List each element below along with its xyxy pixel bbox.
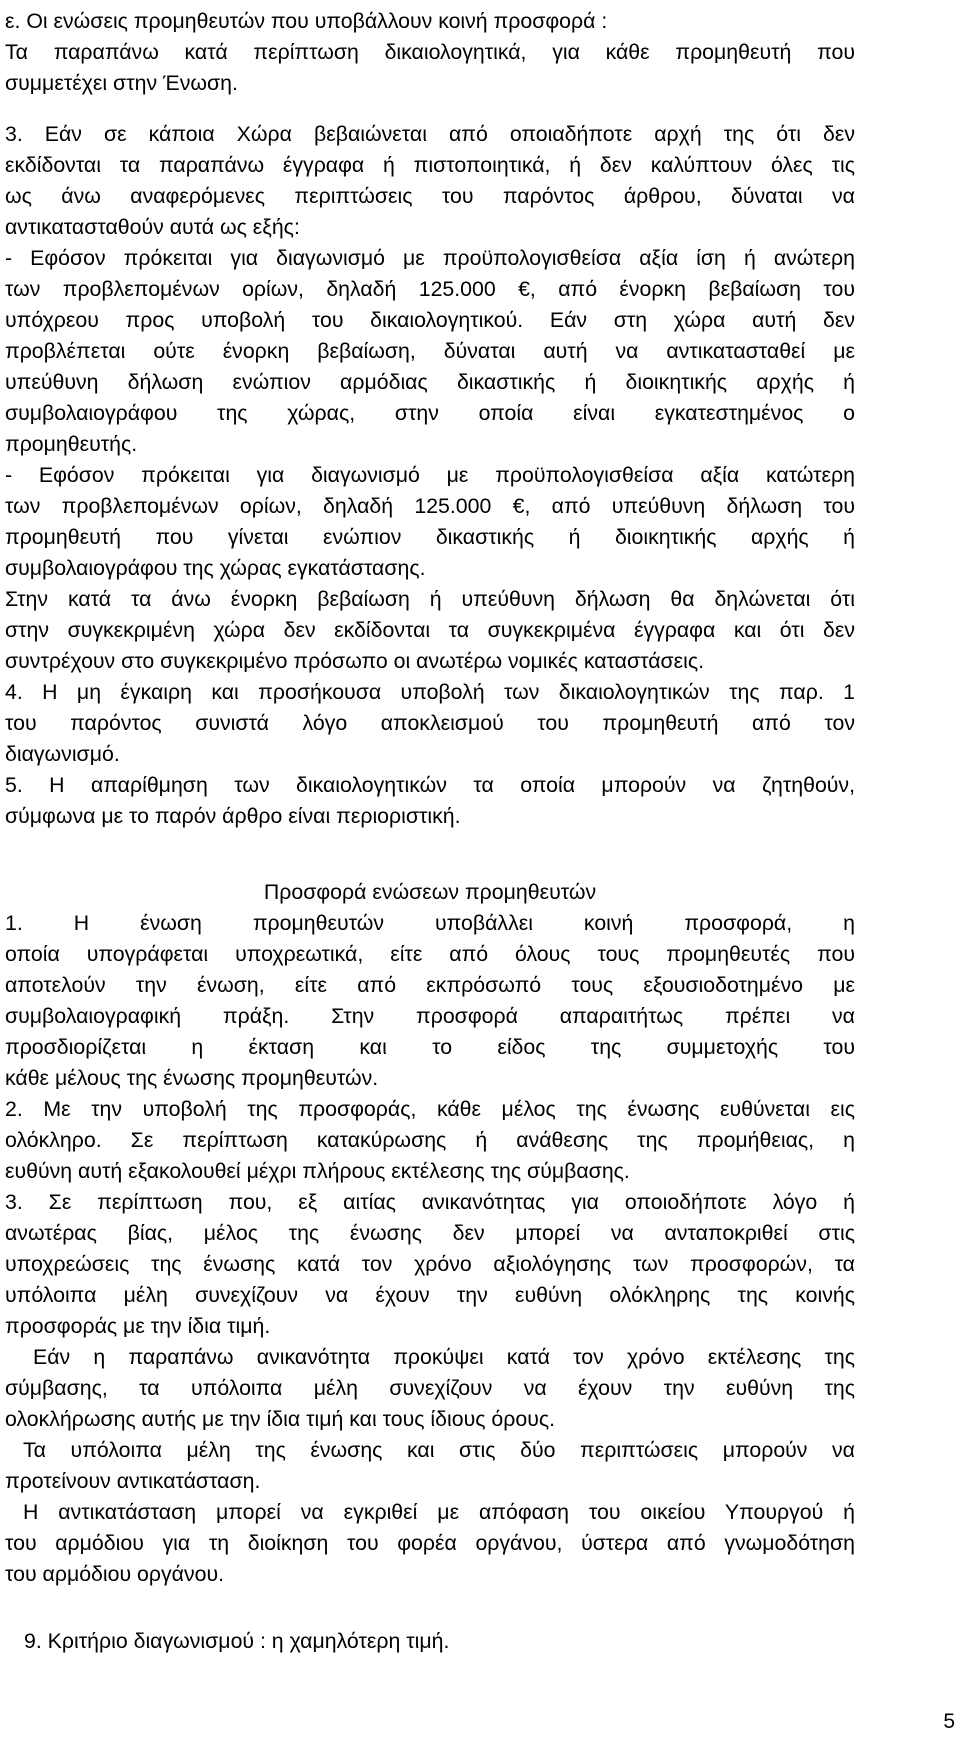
text-line: 9. Κριτήριο διαγωνισμού : η χαμηλότερη τιμή. xyxy=(24,1629,450,1653)
text-line: προσφοράς με την ίδια τιμή. xyxy=(5,1314,271,1338)
text-line: συντρέχουν στο συγκεκριμένο πρόσωπο οι ανωτέρω νομικές καταστάσεις. xyxy=(5,649,705,673)
text-line: διαγωνισμό. xyxy=(5,742,120,766)
text-line: σύμβασης, τα υπόλοιπα μέλη συνεχίζουν να έχουν την ευθύνη της xyxy=(5,1376,855,1400)
text-line: προβλέπεται ούτε ένορκη βεβαίωση, δύναται αυτή να αντικατασταθεί με xyxy=(5,339,855,363)
text-line: προμηθευτής. xyxy=(5,432,138,456)
text-line: οποία υπογράφεται υποχρεωτικά, είτε από όλους τους προμηθευτές που xyxy=(5,942,855,966)
text-line: υπεύθυνη δήλωση ενώπιον αρμόδιας δικαστικής ή διοικητικής αρχής ή xyxy=(5,370,855,394)
text-line: 2. Με την υποβολή της προσφοράς, κάθε μέλος της ένωσης ευθύνεται εις xyxy=(5,1097,855,1121)
page-number: 5 xyxy=(943,1710,955,1733)
text-line: στην συγκεκριμένη χώρα δεν εκδίδονται τα συγκεκριμένα έγγραφα και ότι δεν xyxy=(5,618,855,642)
text-line: Εάν η παραπάνω ανικανότητα προκύψει κατά τον χρόνο εκτέλεσης της xyxy=(33,1345,855,1369)
text-line: εκδίδονται τα παραπάνω έγγραφα ή πιστοποιητικά, ή δεν καλύπτουν όλες τις xyxy=(5,153,855,177)
text-line: ε. Οι ενώσεις προμηθευτών που υποβάλλουν κοινή προσφορά : xyxy=(5,9,608,33)
text-line: 5. Η απαρίθμηση των δικαιολογητικών τα οποία μπορούν να ζητηθούν, xyxy=(5,773,855,797)
text-line: Τα υπόλοιπα μέλη της ένωσης και στις δύο περιπτώσεις μπορούν να xyxy=(23,1438,855,1462)
text-line: σύμφωνα με το παρόν άρθρο είναι περιοριστική. xyxy=(5,804,461,828)
text-line: συμβολαιογράφου της χώρας, στην οποία είναι εγκατεστημένος ο xyxy=(5,401,855,425)
text-line: Στην κατά τα άνω ένορκη βεβαίωση ή υπεύθυνη δήλωση θα δηλώνεται ότι xyxy=(5,587,855,611)
text-line: προτείνουν αντικατάσταση. xyxy=(5,1469,261,1493)
text-line: των προβλεπομένων ορίων, δηλαδή 125.000 €, από ένορκη βεβαίωση του xyxy=(5,277,855,301)
text-line: αντικατασταθούν αυτά ως εξής: xyxy=(5,215,300,239)
text-line: προσδιορίζεται η έκταση και το είδος της συμμετοχής του xyxy=(5,1035,855,1059)
text-line: 4. Η μη έγκαιρη και προσήκουσα υποβολή των δικαιολογητικών της παρ. 1 xyxy=(5,680,855,704)
text-line: 3. Σε περίπτωση που, εξ αιτίας ανικανότητας για οποιοδήποτε λόγο ή xyxy=(5,1190,855,1214)
text-line: 3. Εάν σε κάποια Χώρα βεβαιώνεται από οποιαδήποτε αρχή της ότι δεν xyxy=(5,122,855,146)
text-line: ως άνω αναφερόμενες περιπτώσεις του παρόντος άρθρου, δύναται να xyxy=(5,184,855,208)
text-line: κάθε μέλους της ένωσης προμηθευτών. xyxy=(5,1066,379,1090)
text-line: ευθύνη αυτή εξακολουθεί μέχρι πλήρους εκτέλεσης της σύμβασης. xyxy=(5,1159,630,1183)
text-line: προμηθευτή που γίνεται ενώπιον δικαστικής ή διοικητικής αρχής ή xyxy=(5,525,855,549)
text-line: ολοκλήρωσης αυτής με την ίδια τιμή και τους ίδιους όρους. xyxy=(5,1407,556,1431)
text-line: Η αντικατάσταση μπορεί να εγκριθεί με απόφαση του οικείου Υπουργού ή xyxy=(23,1500,855,1524)
text-line: συμβολαιογράφου της χώρας εγκατάστασης. xyxy=(5,556,426,580)
text-line: ολόκληρο. Σε περίπτωση κατακύρωσης ή ανάθεσης της προμήθειας, η xyxy=(5,1128,855,1152)
section-heading: Προσφορά ενώσεων προμηθευτών xyxy=(263,880,597,904)
text-line: του αρμόδιου για τη διοίκηση του φορέα οργάνου, ύστερα από γνωμοδότηση xyxy=(5,1531,855,1555)
text-line: συμμετέχει στην Ένωση. xyxy=(5,71,238,95)
text-line: συμβολαιογραφική πράξη. Στην προσφορά απαραιτήτως πρέπει να xyxy=(5,1004,855,1028)
text-line: υπόχρεου προς υποβολή του δικαιολογητικού. Εάν στη χώρα αυτή δεν xyxy=(5,308,855,332)
text-line: ανωτέρας βίας, μέλος της ένωσης δεν μπορεί να ανταποκριθεί στις xyxy=(5,1221,855,1245)
text-line: του παρόντος συνιστά λόγο αποκλεισμού του προμηθευτή από τον xyxy=(5,711,855,735)
text-line: - Εφόσον πρόκειται για διαγωνισμό με προϋπολογισθείσα αξία κατώτερη xyxy=(5,463,855,487)
text-line: του αρμόδιου οργάνου. xyxy=(5,1562,225,1586)
text-line: των προβλεπομένων ορίων, δηλαδή 125.000 €, από υπεύθυνη δήλωση του xyxy=(5,494,855,518)
text-line: υποχρεώσεις της ένωσης κατά τον χρόνο αξιολόγησης των προσφορών, τα xyxy=(5,1252,855,1276)
text-line: - Εφόσον πρόκειται για διαγωνισμό με προϋπολογισθείσα αξία ίση ή ανώτερη xyxy=(5,246,855,270)
text-line: αποτελούν την ένωση, είτε από εκπρόσωπό τους εξουσιοδοτημένο με xyxy=(5,973,855,997)
text-line: Τα παραπάνω κατά περίπτωση δικαιολογητικά, για κάθε προμηθευτή που xyxy=(5,40,855,64)
text-line: 1. Η ένωση προμηθευτών υποβάλλει κοινή προσφορά, η xyxy=(5,911,855,935)
text-line: υπόλοιπα μέλη συνεχίζουν να έχουν την ευθύνη ολόκληρης της κοινής xyxy=(5,1283,855,1307)
